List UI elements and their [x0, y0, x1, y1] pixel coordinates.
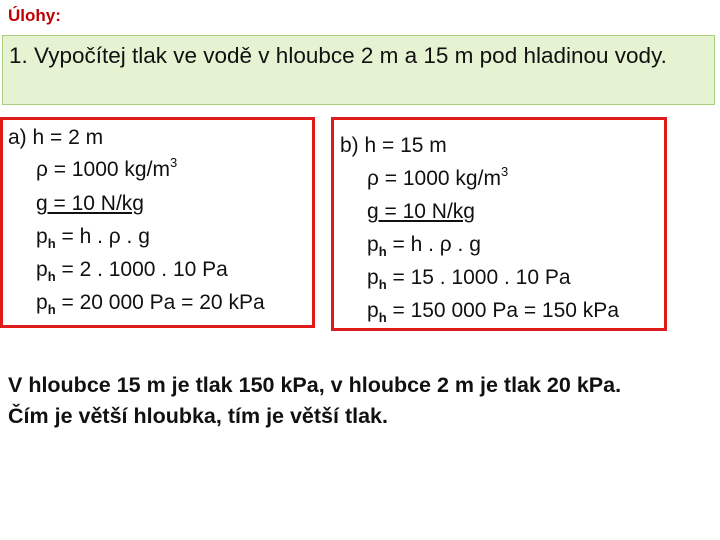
- result-b: [367, 299, 619, 323]
- conclusion: [8, 370, 621, 432]
- density-text-b: ρ = 1000 kg/m: [367, 167, 501, 190]
- task-box: [2, 35, 715, 105]
- pressure-subscript-a3: h: [47, 302, 56, 317]
- pressure-subscript-a2: h: [47, 269, 56, 284]
- heading: Úlohy:: [8, 6, 61, 25]
- result-text-b: = 150 000 Pa = 150 kPa: [386, 299, 619, 322]
- given-depth-b: b) h = 15 m: [340, 134, 447, 157]
- result-text-a: = 20 000 Pa = 20 kPa: [55, 291, 265, 314]
- given-depth-a: a) h = 2 m: [8, 126, 104, 149]
- density-text-a: ρ = 1000 kg/m: [36, 158, 170, 181]
- pressure-subscript-a1: h: [47, 236, 56, 251]
- substitution-b: [367, 266, 571, 290]
- pressure-subscript-b2: h: [378, 277, 387, 292]
- given-density-b: [367, 164, 509, 191]
- pressure-symbol-b3: p: [367, 299, 379, 322]
- given-gravity-b: g = 10 N/kg: [367, 200, 475, 223]
- solution-box-b: [331, 117, 667, 331]
- result-a: [36, 291, 265, 315]
- given-density-a: [36, 155, 178, 182]
- task-text: 1. Vypočítej tlak ve vodě v hloubce 2 m a 15 m pod hladinou vody.: [9, 43, 667, 68]
- substitution-a: [36, 258, 228, 282]
- pressure-symbol-a3: p: [36, 291, 48, 314]
- pressure-symbol-a2: p: [36, 258, 48, 281]
- density-exponent-b: 3: [500, 164, 509, 179]
- formula-b: [367, 233, 481, 257]
- solution-box-a: [0, 117, 315, 328]
- formula-text-a: = h . ρ . g: [55, 225, 150, 248]
- pressure-symbol-b2: p: [367, 266, 379, 289]
- density-exponent-a: 3: [169, 155, 178, 170]
- pressure-symbol-b1: p: [367, 233, 379, 256]
- substitution-text-a: = 2 . 1000 . 10 Pa: [55, 258, 228, 281]
- pressure-subscript-b3: h: [378, 310, 387, 325]
- pressure-subscript-b1: h: [378, 244, 387, 259]
- given-gravity-a: g = 10 N/kg: [36, 192, 144, 215]
- conclusion-line-2: Čím je větší hloubka, tím je větší tlak.: [8, 404, 388, 428]
- formula-text-b: = h . ρ . g: [386, 233, 481, 256]
- formula-a: [36, 225, 150, 249]
- pressure-symbol-a1: p: [36, 225, 48, 248]
- substitution-text-b: = 15 . 1000 . 10 Pa: [386, 266, 571, 289]
- conclusion-line-1: V hloubce 15 m je tlak 150 kPa, v hloubce 2 m je tlak 20 kPa.: [8, 373, 622, 397]
